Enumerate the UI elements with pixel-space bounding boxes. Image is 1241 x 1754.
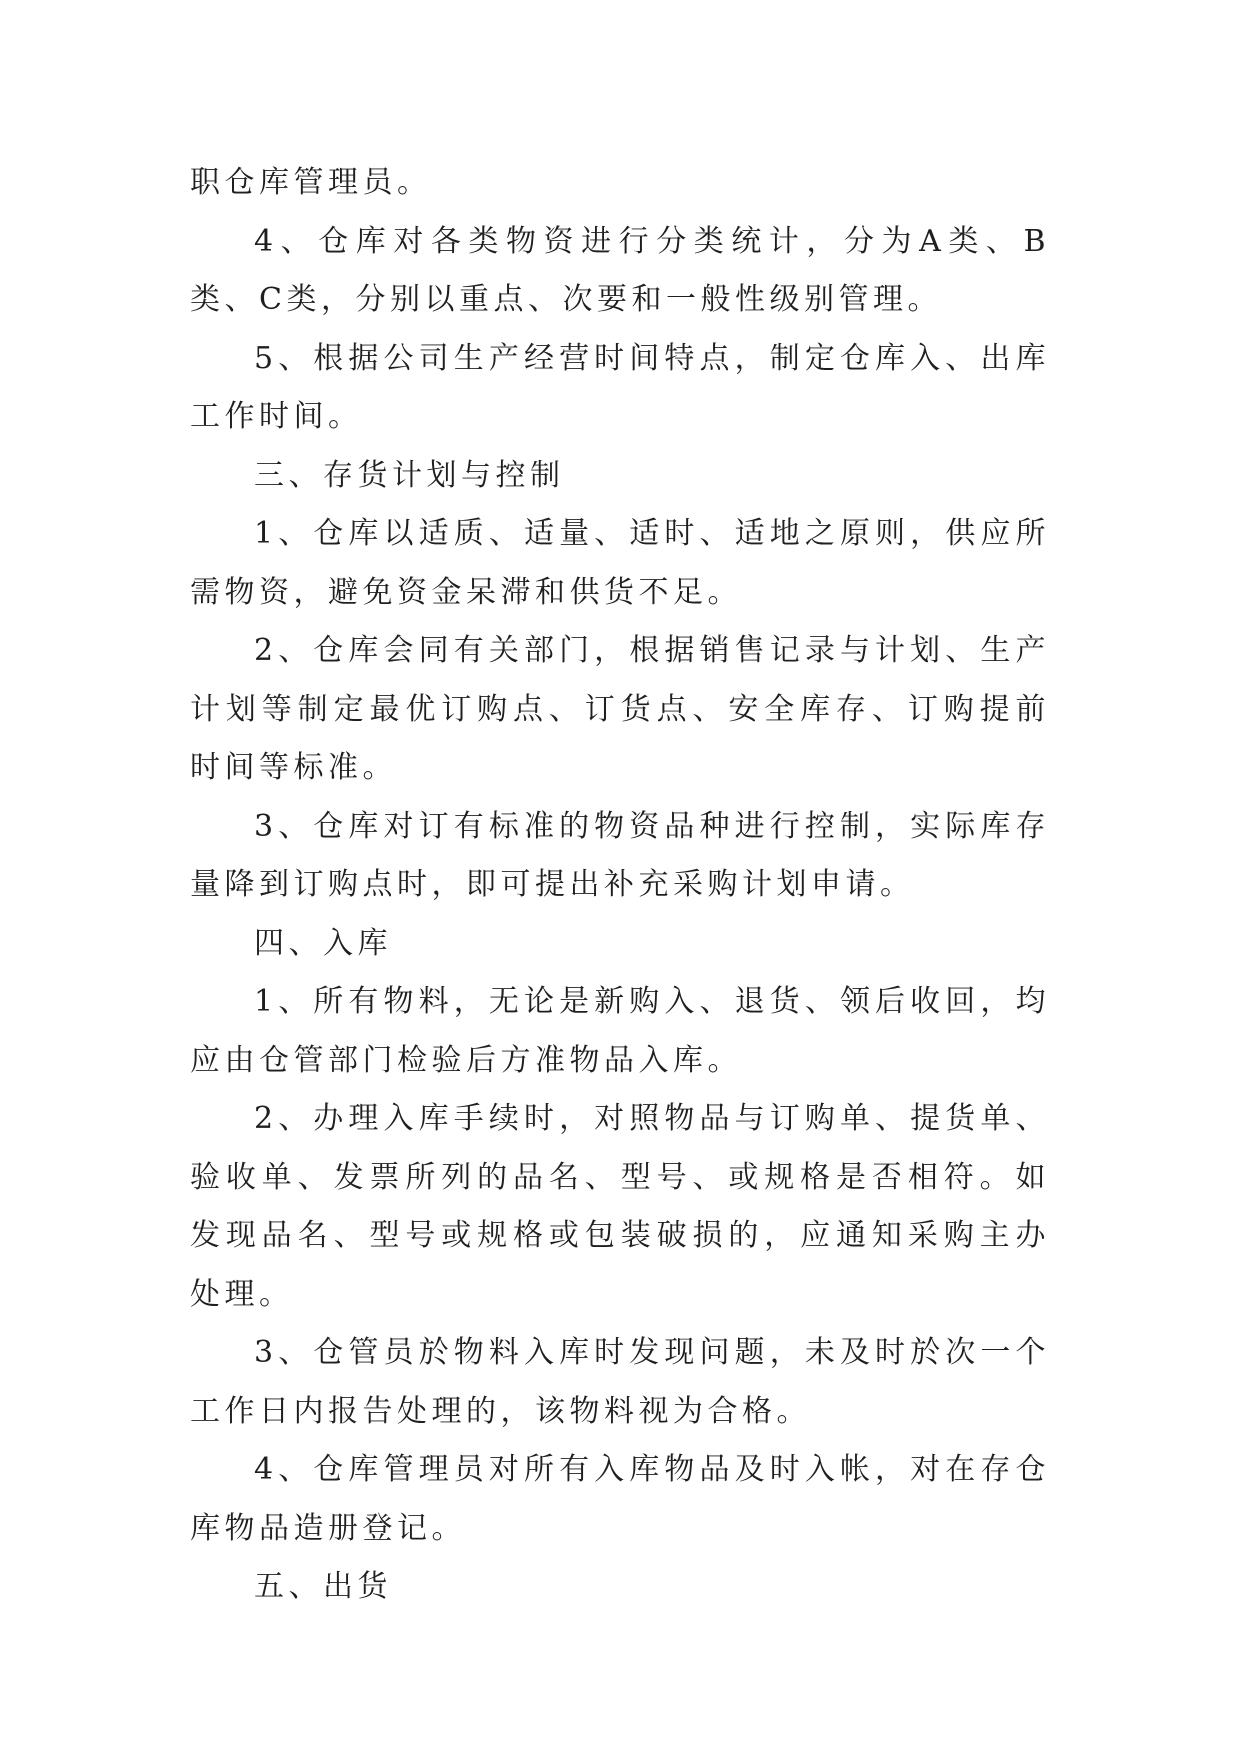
paragraph: 2、仓库会同有关部门，根据销售记录与计划、生产计划等制定最优订购点、订货点、安全库存、订购提前时间等标准。 — [190, 633, 1050, 785]
paragraph: 职仓库管理员。 — [190, 165, 432, 200]
paragraph: 5、根据公司生产经营时间特点，制定仓库入、出库工作时间。 — [190, 340, 1050, 434]
paragraph: 4、仓库管理员对所有入库物品及时入帐，对在存仓库物品造册登记。 — [190, 1452, 1050, 1546]
section-heading: 五、出货 — [254, 1569, 392, 1604]
paragraph: 2、办理入库手续时，对照物品与订购单、提货单、验收单、发票所列的品名、型号、或规格是否相符。如发现品名、型号或规格或包装破损的，应通知采购主办处理。 — [190, 1101, 1050, 1312]
paragraph: 4、仓库对各类物资进行分类统计，分为A类、B类、C类，分别以重点、次要和一般性级别管理。 — [190, 223, 1050, 317]
section-heading: 四、入库 — [254, 925, 392, 961]
paragraph: 3、仓库对订有标准的物资品种进行控制，实际库存量降到订购点时，即可提出补充采购计划申请。 — [190, 808, 1050, 902]
paragraph: 3、仓管员於物料入库时发现问题，未及时於次一个工作日内报告处理的，该物料视为合格。 — [190, 1335, 1050, 1429]
paragraph: 1、仓库以适质、适量、适时、适地之原则，供应所需物资，避免资金呆滞和供货不足。 — [190, 516, 1050, 610]
section-heading: 三、存货计划与控制 — [254, 457, 565, 493]
document-body — [190, 154, 1050, 1617]
paragraph: 1、所有物料，无论是新购入、退货、领后收回，均应由仓管部门检验后方准物品入库。 — [190, 984, 1050, 1078]
